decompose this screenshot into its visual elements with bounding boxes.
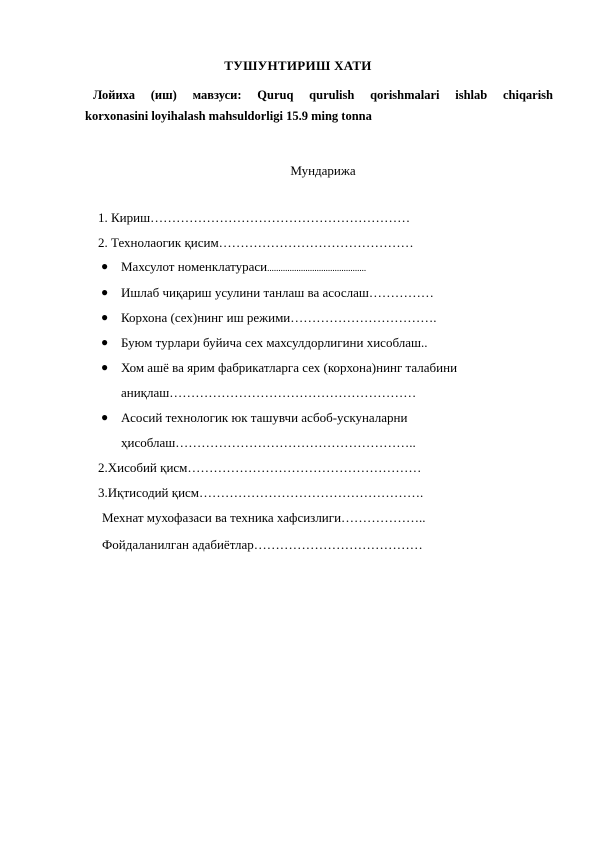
toc-bullet-equipment: Асосий технологик юк ташувчи асбоб-ускуналарни — [121, 410, 408, 425]
toc-bullet-text: Махсулот номенклатураси — [121, 259, 268, 274]
topic-line-2: korxonasini loyihalash mahsuldorligi 15.9 ming tonna — [85, 109, 372, 123]
bullet-icon: ● — [101, 310, 109, 324]
toc-heading: Мундарижа — [290, 163, 356, 178]
bullet-icon: ● — [101, 410, 109, 424]
toc-bullet-work-mode: Корхона (сех)нинг иш режими……………………………. — [121, 310, 437, 325]
toc-item-calculation-part: 2.Хисобий қисм……………………………………………… — [98, 460, 422, 475]
toc-bullet-product-nomenclature — [121, 259, 366, 275]
toc-item-introduction: 1. Кириш…………………………………………………… — [98, 210, 411, 225]
bullet-icon: ● — [101, 335, 109, 349]
toc-bullet-dots: ............................................ — [267, 263, 367, 273]
toc-bullet-raw-materials-cont: аниқлаш………………………………………………… — [121, 385, 417, 400]
toc-item-labor-safety: Мехнат мухофазаси ва техника хафсизлиги……………….. — [102, 510, 426, 525]
bullet-icon: ● — [101, 259, 109, 273]
toc-bullet-equipment-cont: ҳисоблаш……………………………………………….. — [121, 435, 416, 450]
toc-bullet-production-method: Ишлаб чиқариш усулини танлаш ва асослаш…………… — [121, 285, 434, 300]
topic-line-1: Лойиха (иш) мавзуси: Quruq qurulish qorishmalari ishlab chiqarish — [93, 88, 553, 102]
toc-item-economic-part: 3.Иқтисодий қисм……………………………………………. — [98, 485, 424, 500]
bullet-icon: ● — [101, 285, 109, 299]
toc-item-technological-part: 2. Технолаогик қисим……………………………………… — [98, 235, 414, 250]
toc-bullet-raw-materials: Хом ашё ва ярим фабрикатларга сех (корхона)нинг талабини — [121, 360, 458, 375]
bullet-icon: ● — [101, 360, 109, 374]
toc-item-references: Фойдаланилган адабиётлар………………………………… — [102, 537, 423, 552]
toc-bullet-productivity: Буюм турлари буйича сех махсулдорлигини хисоблаш.. — [121, 335, 428, 350]
project-topic — [85, 85, 553, 127]
document-title: ТУШУНТИРИШ ХАТИ — [224, 58, 372, 73]
